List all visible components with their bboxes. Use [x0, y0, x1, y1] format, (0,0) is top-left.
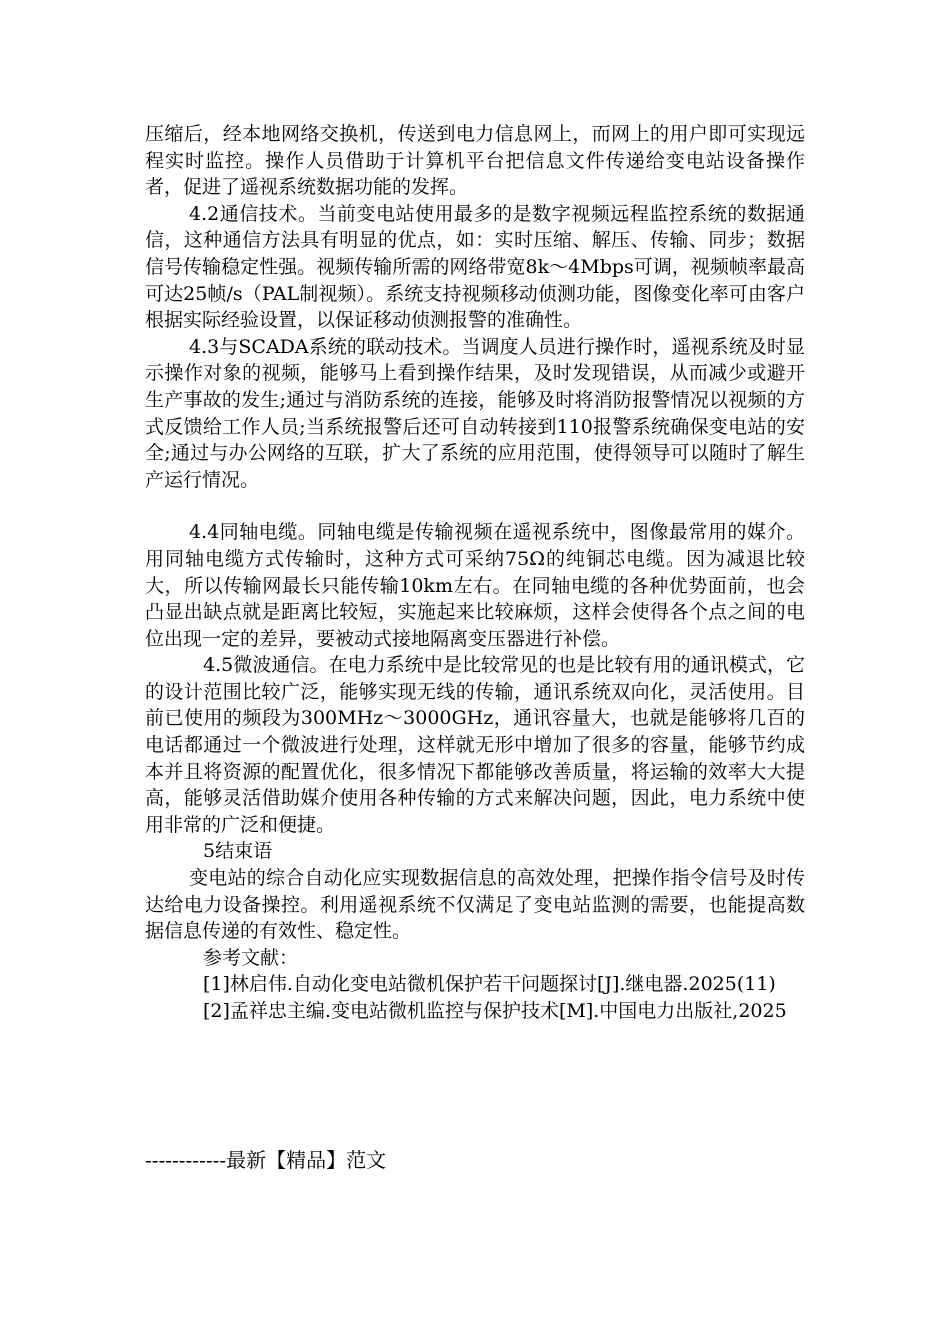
- reference-item-2: [2]孟祥忠主编.变电站微机监控与保护技术[M].中国电力出版社,2025: [203, 1000, 787, 1022]
- references-heading: 参考文献：: [203, 946, 299, 969]
- paragraph-intro-continued: 压缩后，经本地网络交换机，传送到电力信息网上，而网上的用户即可实现远程实时监控。操作人员借助于计算机平台把信息文件传递给变电站设备操作者，促进了遥视系统数据功能的发挥。: [145, 123, 805, 199]
- paragraph-conclusion: 变电站的综合自动化应实现数据信息的高效处理，把操作指令信号及时传达给电力设备操控。利用遥视系统不仅满足了变电站监测的需要，也能提高数据信息传递的有效性、稳定性。: [145, 867, 805, 943]
- paragraph-4-2-communication: 4.2通信技术。当前变电站使用最多的是数字视频远程监控系统的数据通信，这种通信方法具有明显的优点，如：实时压缩、解压、传输、同步；数据信号传输稳定性强。视频传输所需的网络带宽8k～4Mbps可调，视频帧率最高可达25帧/s（PAL制视频）。系统支持视频移动侦测功能，图像变化率可由客户根据实际经验设置，以保证移动侦测报警的准确性。: [145, 202, 805, 332]
- paragraph-4-3-scada: 4.3与SCADA系统的联动技术。当调度人员进行操作时，遥视系统及时显示操作对象的视频，能够马上看到操作结果，及时发现错误，从而减少或避开生产事故的发生;通过与消防系统的连接，能够及时将消防报警情况以视频的方式反馈给工作人员;当系统报警后还可自动转接到110报警系统确保变电站的安全;通过与办公网络的互联，扩大了系统的应用范围，使得领导可以随时了解生产运行情况。: [145, 335, 805, 491]
- section-heading-conclusion: 5结束语: [203, 840, 273, 863]
- paragraph-4-4-coaxial: 4.4同轴电缆。同轴电缆是传输视频在遥视系统中，图像最常用的媒介。用同轴电缆方式传输时，这种方式可采纳75Ω的纯铜芯电缆。因为减退比较大，所以传输网最长只能传输10km左右。在同轴电缆的各种优势面前，也会凸显出缺点就是距离比较短，实施起来比较麻烦，这样会使得各个点之间的电位出现一定的差异，要被动式接地隔离变压器进行补偿。: [145, 521, 805, 650]
- reference-item-1: [1]林启伟.自动化变电站微机保护若干问题探讨[J].继电器.2025(11): [203, 973, 776, 996]
- page-footer: ------------最新【精品】范文: [145, 1148, 387, 1172]
- document-body: [145, 121, 805, 1025]
- paragraph-4-5-microwave: 4.5微波通信。在电力系统中是比较常见的也是比较有用的通讯模式，它的设计范围比较广泛，能够实现无线的传输，通讯系统双向化，灵活使用。目前已使用的频段为300MHz～3000GHz，通讯容量大，也就是能够将几百的电话都通过一个微波进行处理，这样就无形中增加了很多的容量，能够节约成本并且将资源的配置优化，很多情况下都能够改善质量，将运输的效率大大提高，能够灵活借助媒介使用各种传输的方式来解决问题，因此，电力系统中使用非常的广泛和便捷。: [145, 654, 805, 836]
